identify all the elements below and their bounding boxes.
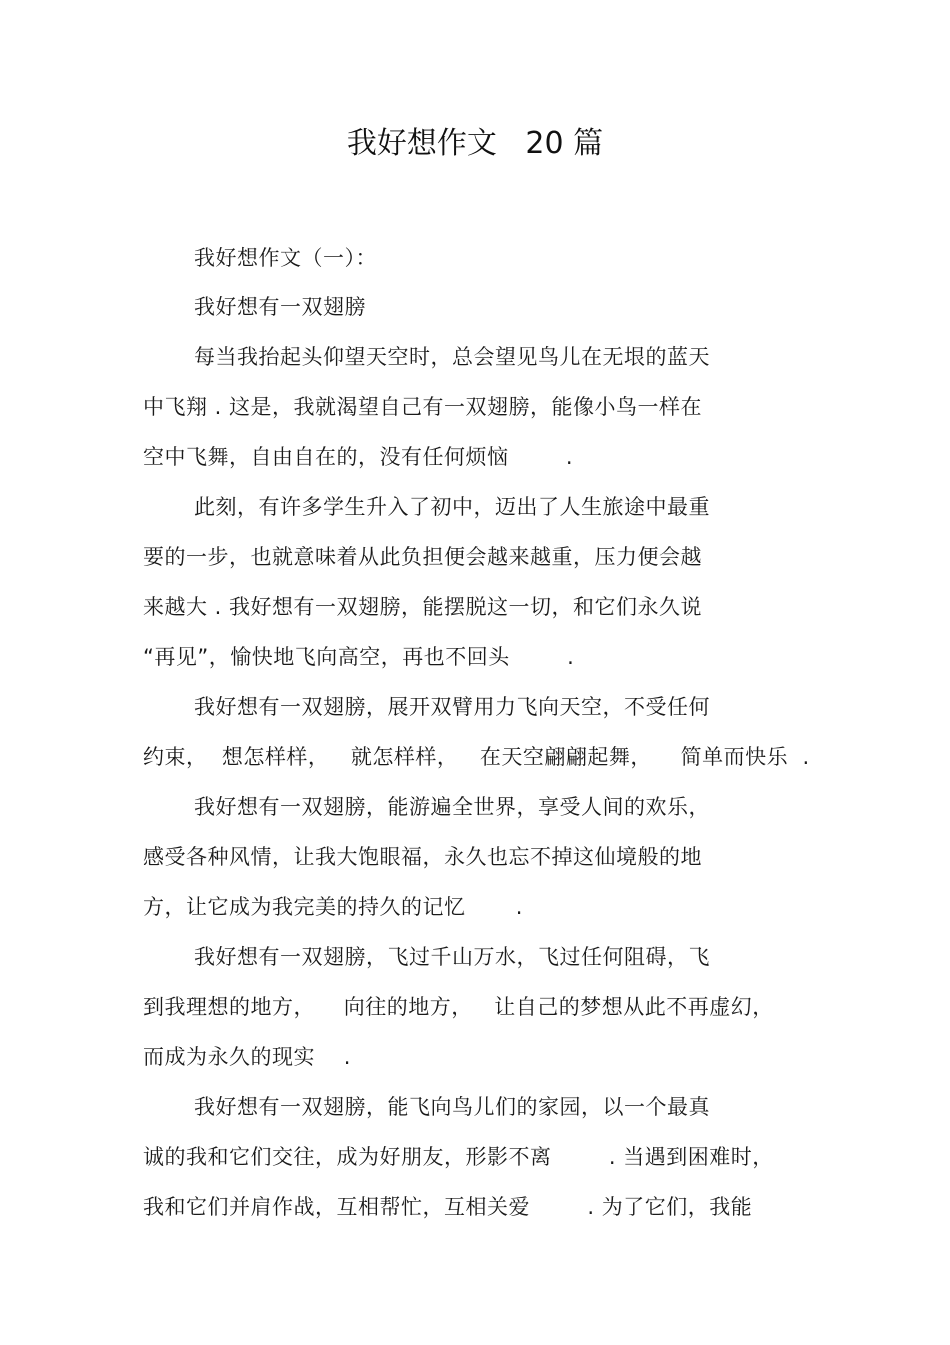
paragraph-line: 我好想有一双翅膀，飞过千山万水，飞过任何阻碍，飞 bbox=[194, 945, 710, 969]
paragraph-line: 空中飞舞，自由自在的，没有任何烦恼 . bbox=[143, 445, 574, 469]
paragraph-line: 每当我抬起头仰望天空时，总会望见鸟儿在无垠的蓝天 bbox=[194, 345, 710, 369]
paragraph-line: 此刻，有许多学生升入了初中，迈出了人生旅途中最重 bbox=[194, 495, 710, 519]
paragraph-line: 诚的我和它们交往，成为好朋友，形影不离 . 当遇到困难时， bbox=[143, 1145, 774, 1169]
paragraph-line: 来越大 . 我好想有一双翅膀，能摆脱这一切，和它们永久说 bbox=[143, 595, 703, 619]
essay-subtitle: 我好想有一双翅膀 bbox=[194, 295, 366, 319]
paragraph-line: 中飞翔 . 这是，我就渴望自己有一双翅膀，能像小鸟一样在 bbox=[143, 395, 703, 419]
paragraph-line: 要的一步，也就意味着从此负担便会越来越重，压力便会越 bbox=[143, 545, 702, 569]
paragraph-line: 我好想有一双翅膀，能游遍全世界，享受人间的欢乐， bbox=[194, 795, 710, 819]
paragraph-line: 我好想有一双翅膀，展开双臂用力飞向天空，不受任何 bbox=[194, 695, 710, 719]
paragraph-line: 我和它们并肩作战，互相帮忙，互相关爱 . 为了它们，我能 bbox=[143, 1195, 753, 1219]
document-title: 我好想作文 20 篇 bbox=[346, 126, 604, 161]
paragraph-line: “再见”，愉快地飞向高空，再也不回头 . bbox=[143, 645, 575, 669]
paragraph-line: 而成为永久的现实 . bbox=[143, 1045, 351, 1069]
paragraph-line: 到我理想的地方， 向往的地方， 让自己的梦想从此不再虚幻， bbox=[143, 995, 774, 1019]
paragraph-line: 约束， 想怎样样， 就怎样样， 在天空翩翩起舞， 简单而快乐 . bbox=[143, 745, 810, 769]
paragraph-line: 方，让它成为我完美的持久的记忆 . bbox=[143, 895, 523, 919]
section-heading: 我好想作文（一）： bbox=[194, 246, 377, 270]
paragraph-line: 感受各种风情，让我大饱眼福，永久也忘不掉这仙境般的地 bbox=[143, 845, 702, 869]
paragraph-line: 我好想有一双翅膀，能飞向鸟儿们的家园，以一个最真 bbox=[194, 1095, 710, 1119]
